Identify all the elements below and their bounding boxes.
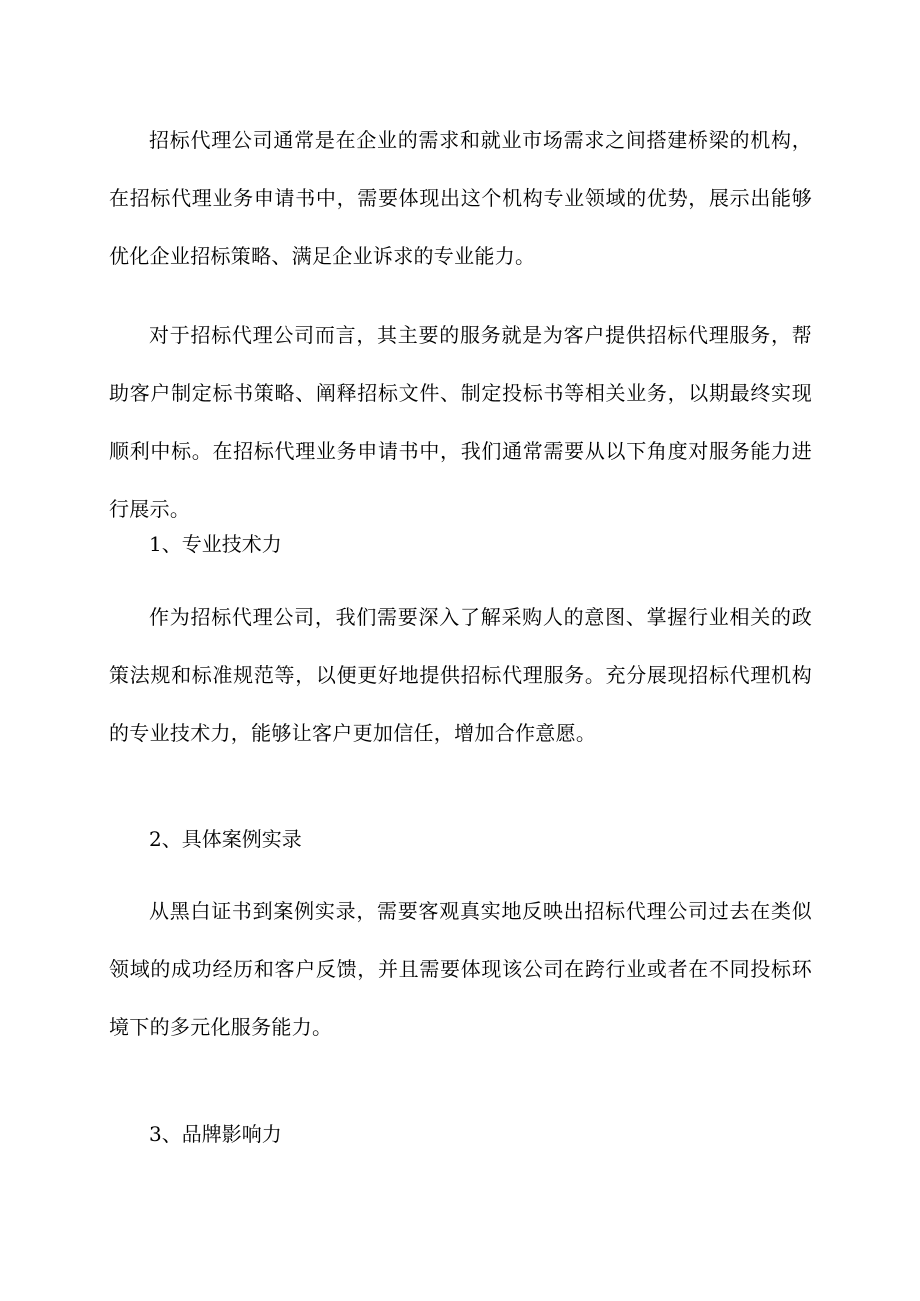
heading-brand-influence: 3、品牌影响力 [149, 1122, 282, 1146]
paragraph-case-records: 从黑白证书到案例实录，需要客观真实地反映出招标代理公司过去在类似领域的成功经历和客户反馈，并且需要体现该公司在跨行业或者在不同投标环境下的多元化服务能力。 [109, 899, 812, 1039]
paragraph-services: 对于招标代理公司而言，其主要的服务就是为客户提供招标代理服务，帮助客户制定标书策略、阐释招标文件、制定投标书等相关业务，以期最终实现顺利中标。在招标代理业务申请书中，我们通常需要从以下角度对服务能力进行展示。 [109, 323, 812, 521]
heading-professional-technology: 1、专业技术力 [149, 532, 282, 556]
heading-case-records: 2、具体案例实录 [149, 827, 302, 851]
paragraph-intro: 招标代理公司通常是在企业的需求和就业市场需求之间搭建桥梁的机构，在招标代理业务申请书中，需要体现出这个机构专业领域的优势，展示出能够优化企业招标策略、满足企业诉求的专业能力。 [109, 128, 812, 268]
paragraph-professional-technology: 作为招标代理公司，我们需要深入了解采购人的意图、掌握行业相关的政策法规和标准规范等，以便更好地提供招标代理服务。充分展现招标代理机构的专业技术力，能够让客户更加信任，增加合作意愿。 [109, 605, 812, 745]
